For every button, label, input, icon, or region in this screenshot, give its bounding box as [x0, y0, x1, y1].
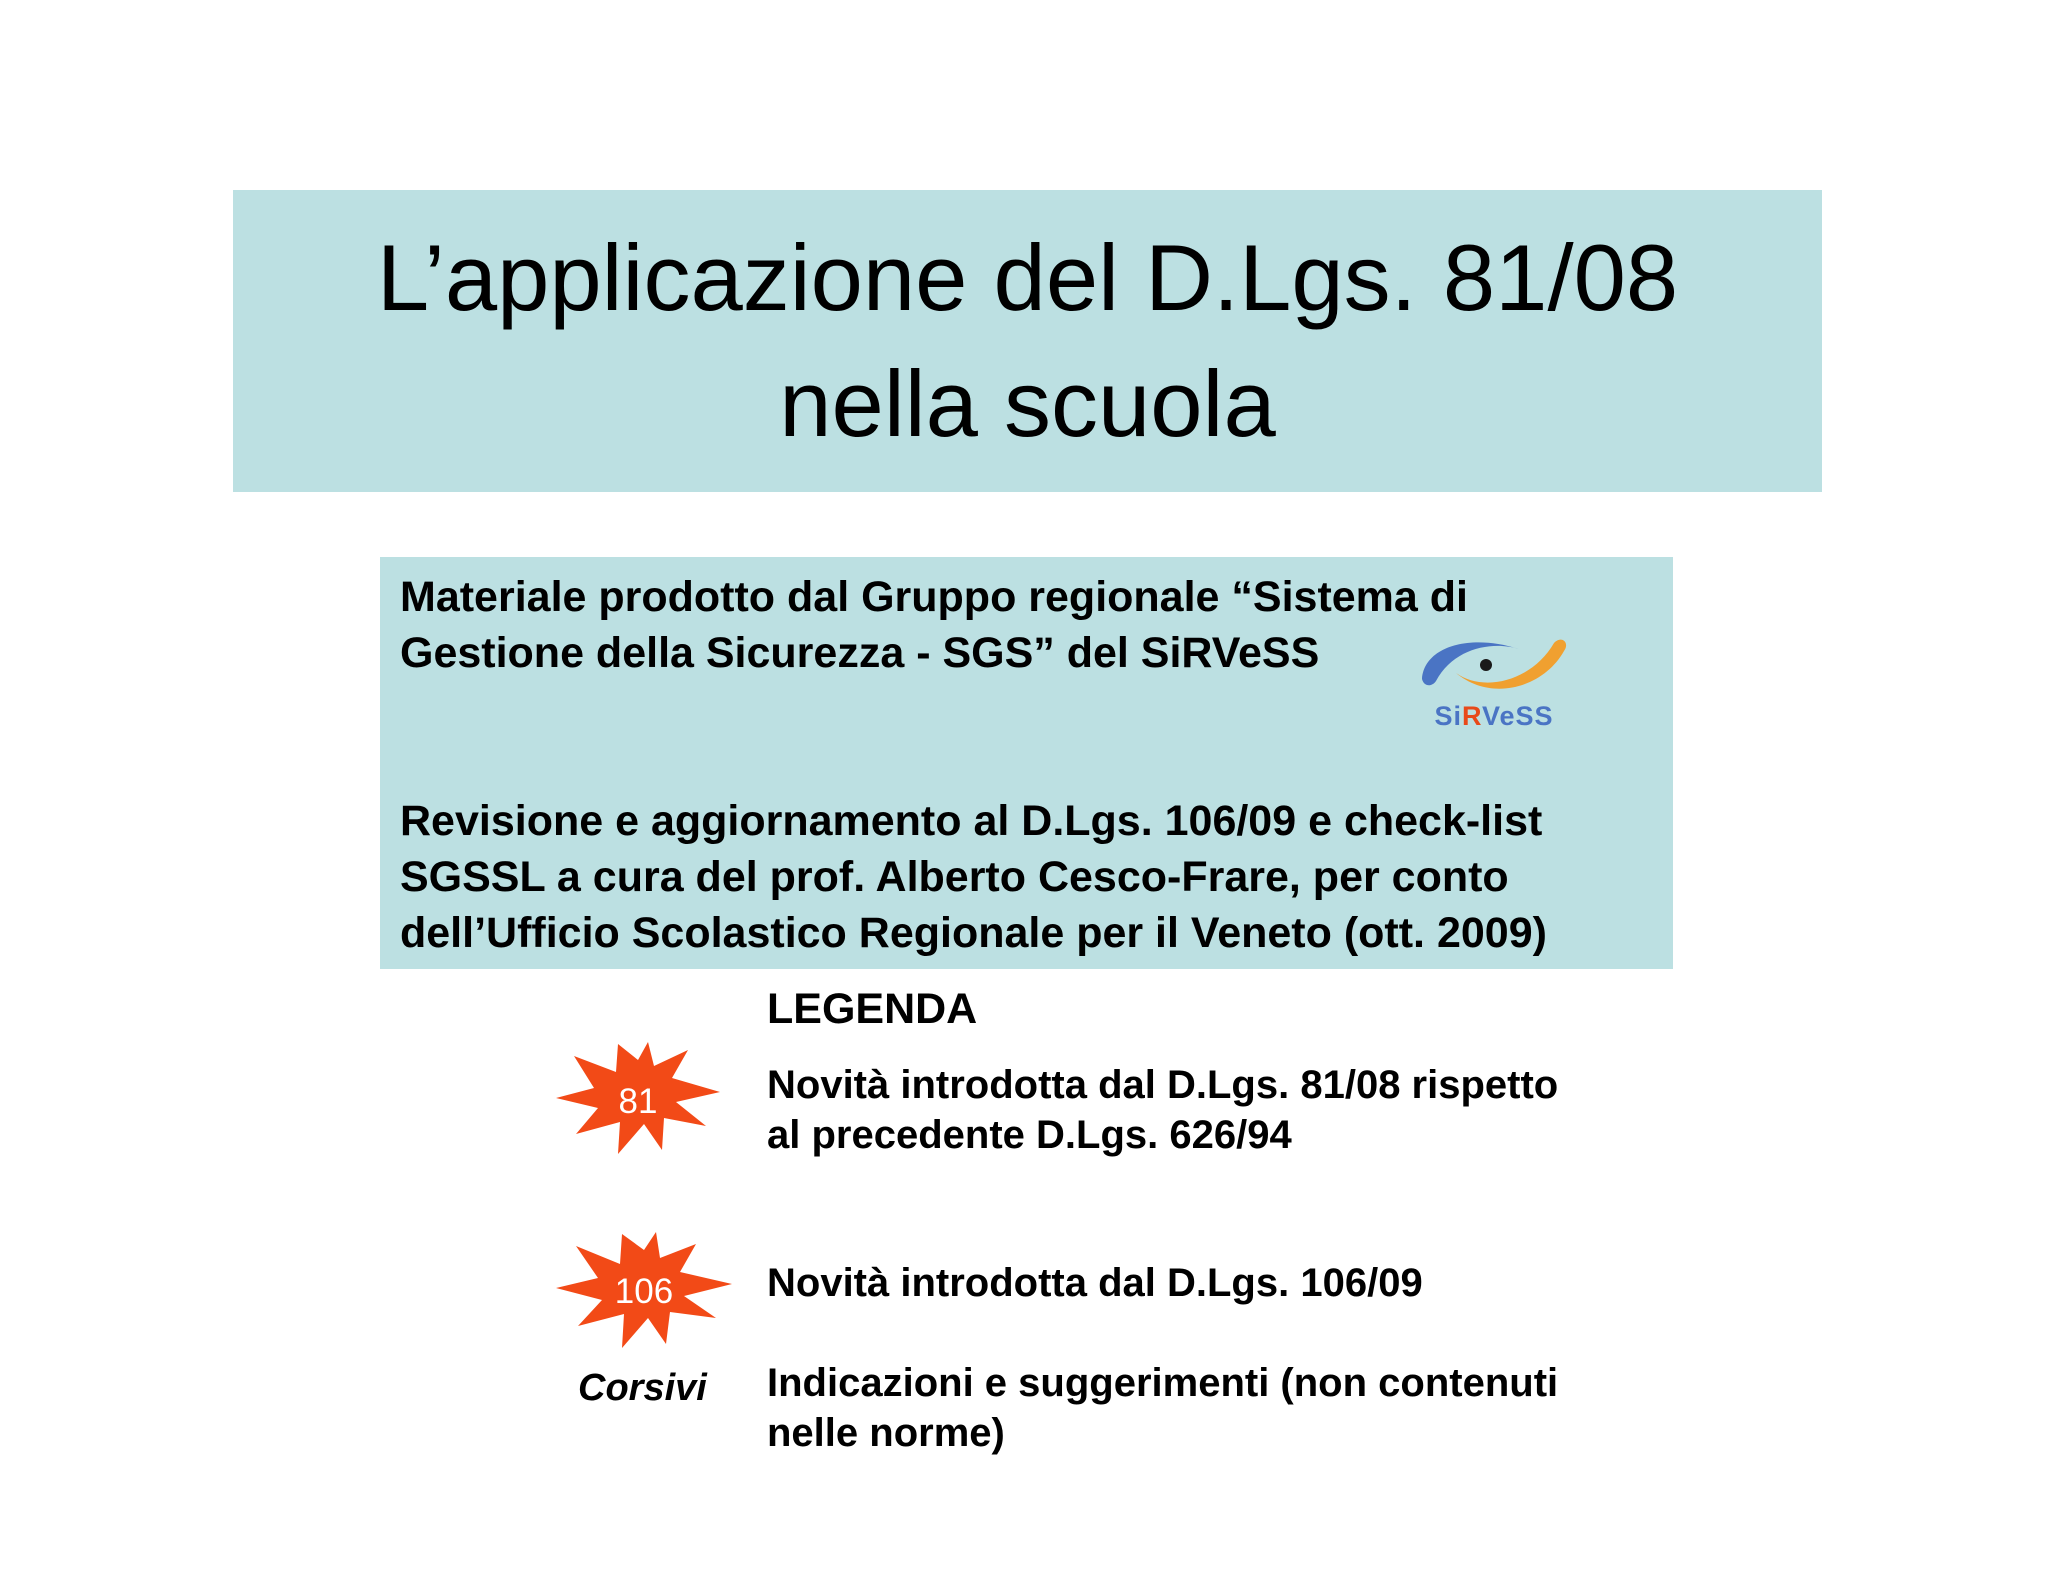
info-line-1: Materiale prodotto dal Gruppo regionale “Sistema di: [400, 573, 1468, 621]
logo-text-part-2: R: [1461, 701, 1482, 731]
title-line-2: nella scuola: [779, 351, 1276, 456]
corsivi-marker: Corsivi: [578, 1367, 707, 1409]
logo-text-part-1: Si: [1434, 701, 1462, 731]
badge-106-label: 106: [614, 1272, 674, 1311]
logo-text-part-3: VeSS: [1481, 701, 1554, 731]
info-box: [380, 557, 1673, 969]
info-line-4: SGSSL a cura del prof. Alberto Cesco-Frare, per conto: [400, 853, 1509, 901]
legend-item-1-line-2: al precedente D.Lgs. 626/94: [767, 1113, 1292, 1157]
legend-item-3-line-2: nelle norme): [767, 1411, 1005, 1455]
legend-item-3-line-1: Indicazioni e suggerimenti (non contenuti: [767, 1361, 1559, 1405]
sirvess-logo-text: [1414, 701, 1574, 732]
legend-title: LEGENDA: [767, 985, 978, 1033]
title-banner: [233, 190, 1822, 492]
info-line-2: Gestione della Sicurezza - SGS” del SiRVeSS: [400, 629, 1320, 677]
badge-81-label: 81: [618, 1082, 658, 1121]
info-line-3: Revisione e aggiornamento al D.Lgs. 106/09 e check-list: [400, 797, 1543, 845]
badge-106-star-icon: [556, 1232, 732, 1352]
sirvess-eye-icon: [1414, 629, 1574, 709]
badge-81-star-icon: [556, 1042, 720, 1160]
title-line-1: L’applicazione del D.Lgs. 81/08: [376, 225, 1679, 330]
legend-item-1-line-1: Novità introdotta dal D.Lgs. 81/08 rispetto: [767, 1063, 1559, 1107]
legend-item-2-line-1: Novità introdotta dal D.Lgs. 106/09: [767, 1261, 1423, 1305]
sirvess-logo: [1414, 629, 1574, 729]
info-line-5: dell’Ufficio Scolastico Regionale per il Veneto (ott. 2009): [400, 909, 1547, 957]
